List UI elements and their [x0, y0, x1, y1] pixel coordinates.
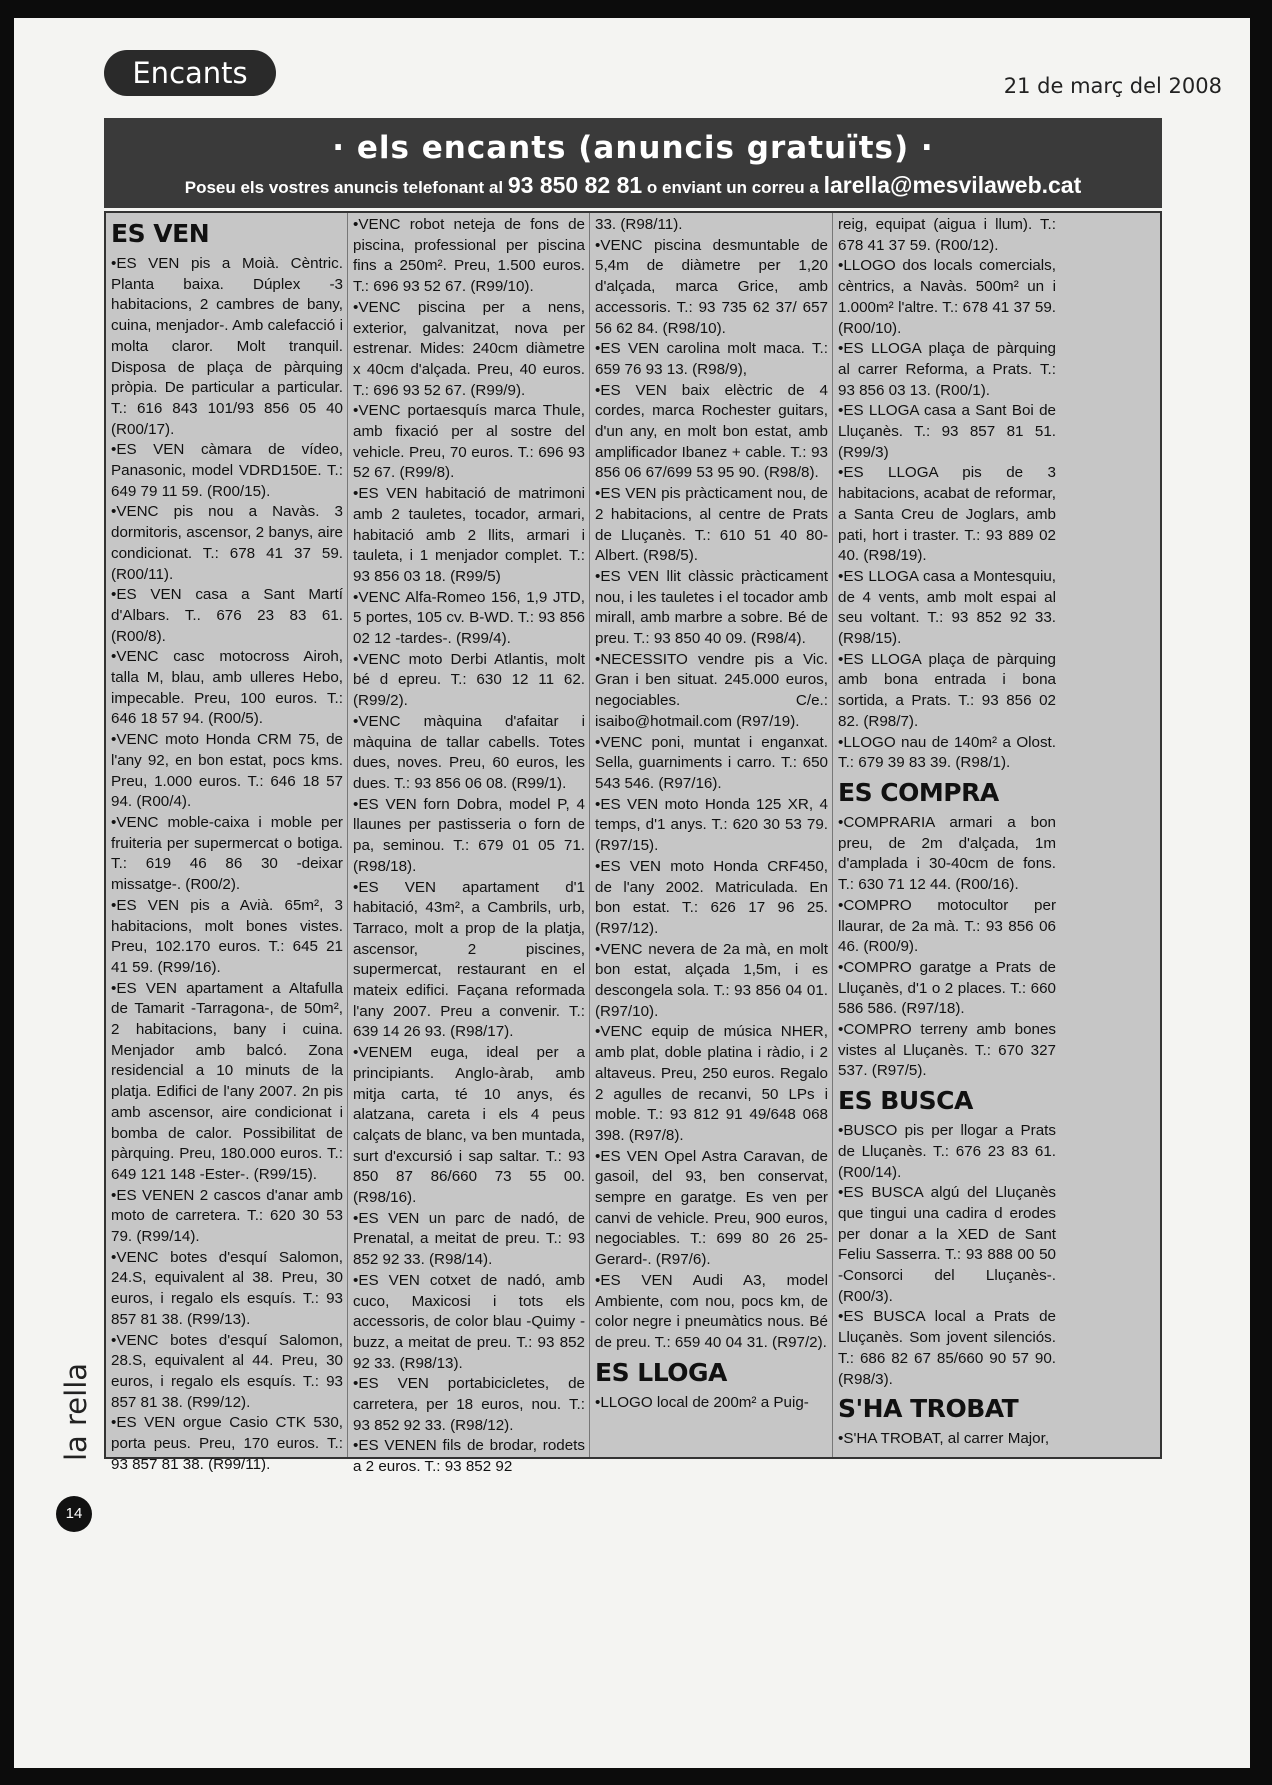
classified-ad: •VENC Alfa-Romeo 156, 1,9 JTD, 5 portes, 105 cv. B-WD. T.: 93 856 02 12 -tardes-. (R99/4). — [353, 588, 585, 648]
classified-ad: •ES LLOGA pis de 3 habitacions, acabat de reformar, a Santa Creu de Joglars, amb pati, hort i traster. T.: 93 889 02 40. (R98/19). — [838, 464, 1056, 565]
section-heading: ES VEN — [111, 219, 210, 248]
classified-ad: •ES BUSCA local a Prats de Lluçanès. Som jovent silenciós. T.: 686 82 67 85/660 90 57 90. (R98/3). — [838, 1308, 1056, 1388]
classified-ad: •VENEM euga, ideal per a principiants. Anglo-àrab, amb mitja carta, té 10 anys, és alatzana, careta i els 4 peus calçats de blanc, va ben muntada, surt d'excursió i sap saltar. T.: 93 850 87 86/660 73 55 00. (R98/16). — [353, 1044, 585, 1207]
classified-ad: •ES LLOGA casa a Sant Boi de Lluçanès. T.: 93 857 81 51. (R99/3) — [838, 402, 1056, 461]
banner-sub-prefix: Poseu els vostres anuncis telefonant al — [184, 178, 504, 197]
classified-ad: •S'HA TROBAT, al carrer Major, — [838, 1430, 1050, 1448]
classified-ad: •ES VENEN fils de brodar, rodets a 2 euros. T.: 93 852 92 — [353, 1437, 585, 1476]
issue-date: 21 de març del 2008 — [1003, 74, 1222, 98]
classified-ad: •ES VEN un parc de nadó, de Prenatal, a meitat de preu. T.: 93 852 92 33. (R98/14). — [353, 1209, 585, 1269]
banner-email: larella@mesvilaweb.cat — [823, 172, 1082, 198]
classified-ad: •ES VEN casa a Sant Martí d'Albars. T.. 676 23 83 61. (R00/8). — [111, 586, 343, 645]
banner-sub-mid: o enviant un correu a — [646, 178, 819, 197]
banner-subtitle — [104, 172, 1162, 199]
classified-ad: •ES VEN orgue Casio CTK 530, porta peus. Preu, 170 euros. T.: 93 857 81 38. (R99/11). — [111, 1414, 343, 1473]
classified-ad: •ES VEN Audi A3, model Ambiente, com nou, pocs km, de color negre i pneumàtics nous. Bé de preu. T.: 659 40 04 31. (R97/2). — [595, 1271, 828, 1351]
classified-ad: •VENC moto Derbi Atlantis, molt bé d epreu. T.: 630 12 11 62. (R99/2). — [353, 650, 585, 710]
ads-column-4 — [833, 213, 1060, 1457]
classified-ad: •VENC portaesquís marca Thule, amb fixació per al sostre del vehicle. Preu, 70 euros. T.: 696 93 52 67. (R99/8). — [353, 402, 585, 482]
ads-column-3 — [590, 213, 833, 1457]
classified-ad: •ES VEN moto Honda CRF450, de l'any 2002. Matriculada. En bon estat. T.: 626 17 96 25. (R97/12). — [595, 857, 828, 937]
classified-ad: •COMPRO motocultor per llaurar, de 2a mà. T.: 93 856 06 46. (R00/9). — [838, 896, 1056, 956]
classified-ad: •VENC botes d'esquí Salomon, 28.S, equivalent al 44. Preu, 30 euros, i regalo els esquís. T.: 93 857 81 38. (R99/12). — [111, 1331, 343, 1411]
magazine-name — [56, 1338, 96, 1486]
classified-ad: •ES VEN moto Honda 125 XR, 4 temps, d'1 anys. T.: 620 30 53 79. (R97/15). — [595, 795, 828, 855]
classifieds-grid — [104, 211, 1162, 1476]
classified-ad: •VENC equip de música NHER, amb plat, doble platina i ràdio, i 2 altaveus. Preu, 250 euros. Regalo 2 agulles de recanvi, 50 LPs i moble. T.: 93 812 91 49/648 068 398. (R97/8). — [595, 1023, 828, 1144]
classified-ad: •ES BUSCA algú del Lluçanès que tingui una cadira d erodes per donar a la XED de Sant Feliu Sasserra. T.: 93 888 00 50 -Consorci del Lluçanès-. (R00/3). — [838, 1184, 1056, 1305]
classified-ad: reig, equipat (aigua i llum). T.: 678 41 37 59. (R00/12). — [838, 216, 1056, 254]
classified-ad: •VENC màquina d'afaitar i màquina de tallar cabells. Totes dues, noves. Preu, 60 euros, les dues. T.: 93 856 06 08. (R99/1). — [353, 712, 585, 792]
banner-phone: 93 850 82 81 — [507, 172, 643, 198]
classified-ad: •ES VEN apartament d'1 habitació, 43m², a Cambrils, urb, Tarraco, molt a prop de la platja, ascensor, 2 piscines, supermercat, restaurant en el mateix edifici. Façana reformada l'any 2007. Preu a convenir. T.: 639 14 26 93. (R98/17). — [353, 878, 585, 1041]
classified-ad: •VENC moto Honda CRM 75, de l'any 92, en bon estat, pocs kms. Preu, 1.000 euros. T.: 646 18 57 94. (R00/4). — [111, 731, 343, 811]
classified-ad: •ES VEN pis a Moià. Cèntric. Planta baixa. Dúplex -3 habitacions, 2 cambres de bany, cuina, menjador-. Amb calefacció i molta claror. Molt tranquil. Disposa de plaça de pàrquing pròpia. De particular a particular. T.: 616 843 101/93 856 05 40 (R00/17). — [111, 255, 343, 438]
classified-ad: •COMPRARIA armari a bon preu, de 2m d'alçada, 1m d'amplada i 30-40cm de fons. T.: 630 71 12 44. (R00/16). — [838, 813, 1056, 894]
classified-ad: •VENC casc motocross Airoh, talla M, blau, amb ulleres Hebo, impecable. Preu, 100 euros. T.: 646 18 57 94. (R00/5). — [111, 648, 343, 728]
classified-ad: •ES VENEN 2 cascos d'anar amb moto de carretera. T.: 620 30 53 79. (R99/14). — [111, 1186, 343, 1246]
classified-ad: •ES LLOGA casa a Montesquiu, de 4 vents, amb molt espai al seu voltant. T.: 93 852 92 33. (R98/15). — [838, 567, 1056, 648]
section-heading: ES COMPRA — [838, 777, 999, 807]
classified-ad: •VENC poni, muntat i enganxat. Sella, guarniments i carro. T.: 650 543 546. (R97/16). — [595, 733, 828, 792]
magazine-name-text: la rella — [59, 1362, 93, 1462]
classified-ad: •NECESSITO vendre pis a Vic. Gran i ben situat. 245.000 euros, negociables. C/e.: isaibo@hotmail.com (R97/19). — [595, 650, 828, 730]
classified-ad: •LLOGO nau de 140m² a Olost. T.: 679 39 83 39. (R98/1). — [838, 733, 1056, 772]
classified-ad: •VENC piscina per a nens, exterior, galvanitzat, nova per estrenar. Mides: 240cm diàmetre x 40cm d'alçada. Preu, 40 euros. T.: 696 93 52 67. (R99/9). — [353, 298, 585, 399]
classified-ad: •LLOGO dos locals comercials, cèntrics, a Navàs. 500m² un i 1.000m² l'altre. T.: 678 41 37 59. (R00/10). — [838, 257, 1056, 337]
classified-ad: •ES VEN baix elèctric de 4 cordes, marca Rochester guitars, d'un any, en molt bon estat, amb amplificador Ibanez + cable. T.: 93 856 06 67/699 53 95 90. (R98/8). — [595, 381, 828, 482]
classified-ad: •COMPRO garatge a Prats de Lluçanès, d'1 o 2 places. T.: 660 586 586. (R97/18). — [838, 958, 1056, 1018]
classified-ad: •VENC piscina desmuntable de 5,4m de diàmetre per 1,20 d'alçada, marca Grice, amb accessoris. T.: 93 735 62 37/ 657 56 62 84. (R98/10). — [595, 236, 828, 337]
classified-ad: •ES VEN apartament a Altafulla de Tamarit -Tarragona-, de 50m², 2 habitacions, bany i cuina. Menjador amb balcó. Zona residencial a 10 minuts de la platja. Edifici de l'any 2007. 2n pis amb ascensor, aire condicionat i bomba de calor. Possibilitat de pàrquing. Preu, 180.000 euros. T.: 649 121 148 -Ester-. (R99/15). — [111, 979, 343, 1183]
classified-ad: •ES VEN forn Dobra, model P, 4 llaunes per pastisseria o forn de pa, seminou. T.: 679 01 05 71. (R98/18). — [353, 795, 585, 875]
classifieds-banner — [104, 118, 1162, 208]
classified-ad: •ES VEN càmara de vídeo, Panasonic, model VDRD150E. T.: 649 79 11 59. (R00/15). — [111, 441, 343, 500]
classified-ad: •LLOGO local de 200m² a Puig- — [595, 1393, 809, 1411]
banner-title: · els encants (anuncis gratuïts) · — [332, 130, 934, 166]
ads-column-2 — [348, 213, 590, 1476]
classified-ad: •ES VEN portabicicletes, de carretera, per 18 euros, nou. T.: 93 852 92 33. (R98/12). — [353, 1375, 585, 1434]
classified-ad: •ES LLOGA plaça de pàrquing al carrer Reforma, a Prats. T.: 93 856 03 13. (R00/1). — [838, 340, 1056, 399]
section-heading: ES LLOGA — [595, 1357, 727, 1387]
classified-ad: •ES LLOGA plaça de pàrquing amb bona entrada i bona sortida, a Prats. T.: 93 856 02 82. (R98/7). — [838, 650, 1056, 730]
classified-ad: •ES VEN habitació de matrimoni amb 2 tauletes, tocador, armari, habitació amb 2 llits, armari i tauleta, i 1 menjador complet. T.: 93 856 03 18. (R99/5) — [353, 485, 585, 585]
classified-ad: •VENC nevera de 2a mà, en molt bon estat, alçada 1,5m, i es descongela sola. T.: 93 856 04 01. (R97/10). — [595, 940, 828, 1020]
classified-ad: •ES VEN llit clàssic pràcticament nou, i les tauletes i el tocador amb mirall, amb marbre a sobre. Bé de preu. T.: 93 850 40 09. (R98/4). — [595, 567, 828, 648]
page-number: 14 — [56, 1496, 92, 1532]
classified-ad: 33. (R98/11). — [595, 216, 683, 233]
classified-ad: •ES VEN Opel Astra Caravan, de gasoil, del 93, ben conservat, sempre en garatge. Es ven per canvi de vehicle. Preu, 900 euros, negociables. T.: 699 80 26 25-Gerard-. (R97/6). — [595, 1147, 828, 1269]
ads-column-1 — [106, 213, 348, 1473]
classified-ad: •ES VEN pis pràcticament nou, de 2 habitacions, al centre de Prats de Lluçanès. T.: 610 51 40 80-Albert. (R98/5). — [595, 485, 828, 565]
section-heading: ES BUSCA — [838, 1086, 973, 1116]
classified-ad: •ES VEN cotxet de nadó, amb cuco, Maxicosi i tots els accessoris, de color blau -Quimy -buzz, a meitat de preu. T.: 93 852 92 33. (R98/13). — [353, 1271, 585, 1372]
section-label: Encants — [104, 50, 276, 96]
classified-ad: •COMPRO terreny amb bones vistes al Lluçanès. T.: 670 327 537. (R97/5). — [838, 1021, 1056, 1080]
classified-ad: •VENC robot neteja de fons de piscina, professional per piscina fins a 250m². Preu, 1.500 euros. T.: 696 93 52 67. (R99/10). — [353, 216, 585, 296]
classified-ad: •ES VEN pis a Avià. 65m², 3 habitacions, molt bones vistes. Preu, 102.170 euros. T.: 645 21 41 59. (R99/16). — [111, 896, 343, 976]
classified-ad: •VENC botes d'esquí Salomon, 24.S, equivalent al 38. Preu, 30 euros, i regalo els esquís. T.: 93 857 81 38. (R99/13). — [111, 1248, 343, 1328]
section-heading: S'HA TROBAT — [838, 1394, 1019, 1424]
classified-ad: •ES VEN carolina molt maca. T.: 659 76 93 13. (R98/9), — [595, 340, 828, 378]
classified-ad: •VENC pis nou a Navàs. 3 dormitoris, ascensor, 2 banys, aire condicionat. T.: 678 41 37 59. (R00/11). — [111, 503, 343, 583]
classified-ad: •VENC moble-caixa i moble per fruiteria per supermercat o botiga. T.: 619 46 86 30 -deixar missatge-. (R00/2). — [111, 813, 343, 894]
classified-ad: •BUSCO pis per llogar a Prats de Lluçanès. T.: 676 23 83 61. (R00/14). — [838, 1122, 1056, 1181]
